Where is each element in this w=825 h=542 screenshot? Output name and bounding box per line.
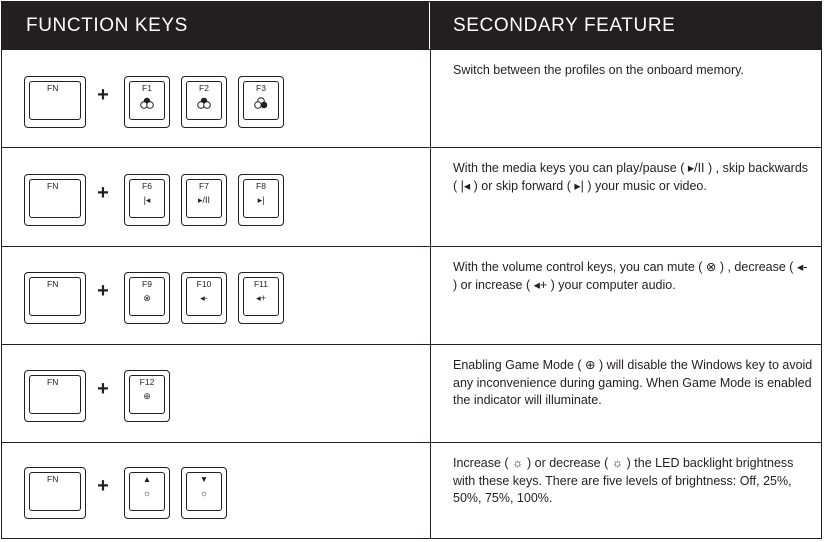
game-mode-icon: ⊕ bbox=[143, 391, 151, 401]
play-pause-icon: ▸/II bbox=[197, 195, 211, 205]
plus-sign: + bbox=[97, 84, 109, 106]
profile-3-icon bbox=[239, 97, 283, 109]
plus-sign: + bbox=[97, 475, 109, 497]
volume-down-icon: ◂- bbox=[200, 293, 208, 303]
fn-key: FN bbox=[24, 467, 86, 519]
header-divider bbox=[429, 2, 430, 49]
f11-key: F11 ◂+ bbox=[238, 272, 284, 324]
table-row bbox=[2, 147, 821, 247]
skip-forward-icon: ▸| bbox=[257, 195, 265, 205]
table-row bbox=[2, 246, 821, 345]
row-description: Increase ( ☼ ) or decrease ( ☼ ) the LED backlight brightness with these keys. There are five levels of brightness: Off, 25%, 50%, 75%, 100%. bbox=[453, 456, 794, 505]
f12-key: F12 ⊕ bbox=[124, 370, 170, 422]
fn-key: FN bbox=[24, 272, 86, 324]
f10-key: F10 ◂- bbox=[181, 272, 227, 324]
row-description: Switch between the profiles on the onboard memory. bbox=[453, 63, 744, 77]
table-row bbox=[2, 442, 821, 539]
f1-key: F1 bbox=[124, 76, 170, 128]
row-description: Enabling Game Mode ( ⊕ ) will disable the Windows key to avoid any inconvenience during gaming. When Game Mode is enabled the indicator will illuminate. bbox=[453, 358, 813, 407]
f6-key: F6 |◂ bbox=[124, 174, 170, 226]
header-secondary-feature: SECONDARY FEATURE bbox=[453, 15, 676, 36]
plus-sign: + bbox=[97, 280, 109, 302]
mute-icon: ⊗ bbox=[143, 293, 151, 303]
table-header bbox=[2, 2, 821, 49]
profile-2-icon bbox=[182, 97, 226, 109]
brightness-up-key: ▲ ☼ bbox=[124, 467, 170, 519]
plus-sign: + bbox=[97, 182, 109, 204]
fn-key: FN bbox=[24, 370, 86, 422]
row-description: With the media keys you can play/pause ( ▸/II ) , skip backwards ( |◂ ) or skip forward ( ▸| ) your music or video. bbox=[453, 161, 809, 193]
f3-key: F3 bbox=[238, 76, 284, 128]
function-keys-table bbox=[1, 1, 822, 539]
volume-up-icon: ◂+ bbox=[256, 293, 266, 303]
fn-key: FN bbox=[24, 174, 86, 226]
table-row bbox=[2, 344, 821, 443]
profile-1-icon bbox=[125, 97, 169, 109]
header-function-keys: FUNCTION KEYS bbox=[26, 15, 188, 36]
brightness-down-icon: ☼ bbox=[199, 488, 209, 498]
fn-key: FN bbox=[24, 76, 86, 128]
brightness-up-icon: ☼ bbox=[142, 488, 152, 498]
plus-sign: + bbox=[97, 378, 109, 400]
skip-back-icon: |◂ bbox=[143, 195, 151, 205]
table-row bbox=[2, 49, 821, 148]
f2-key: F2 bbox=[181, 76, 227, 128]
f9-key: F9 ⊗ bbox=[124, 272, 170, 324]
f8-key: F8 ▸| bbox=[238, 174, 284, 226]
row-description: With the volume control keys, you can mute ( ⊗ ) , decrease ( ◂- ) or increase ( ◂+ ) your computer audio. bbox=[453, 260, 808, 292]
brightness-down-key: ▼ ☼ bbox=[181, 467, 227, 519]
f7-key: F7 ▸/II bbox=[181, 174, 227, 226]
